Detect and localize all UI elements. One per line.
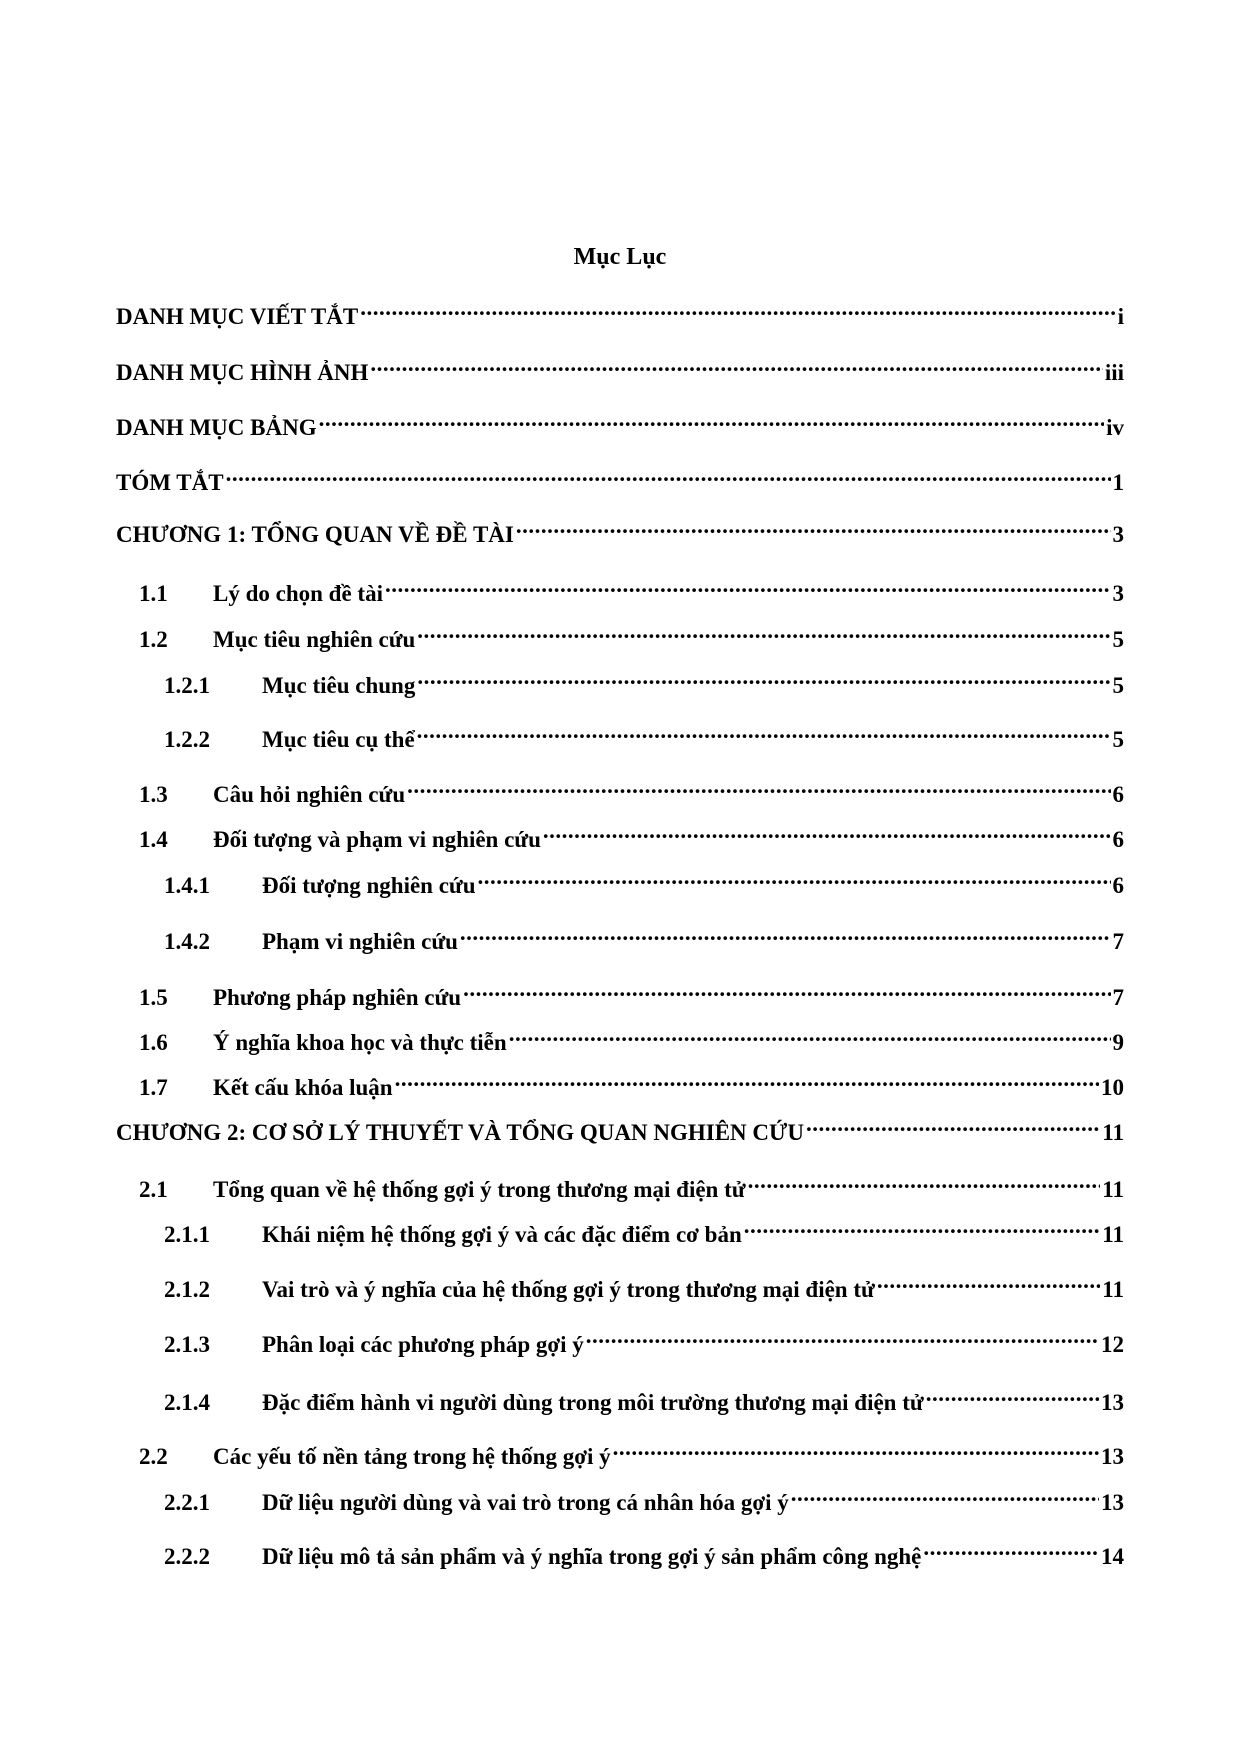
- toc-entry[interactable]: [164, 1480, 1124, 1515]
- toc-entry[interactable]: [116, 1110, 1124, 1145]
- dot-leader: [877, 1267, 1100, 1297]
- toc-entry[interactable]: [164, 1322, 1124, 1357]
- toc-entry[interactable]: [164, 1534, 1124, 1569]
- toc-entry-number: 2.1: [139, 1177, 168, 1202]
- toc-entry-number: 1.2: [139, 627, 168, 652]
- toc-entry[interactable]: [116, 512, 1124, 547]
- dot-leader: [395, 1065, 1099, 1095]
- toc-entry-title: Đối tượng và phạm vi nghiên cứu: [213, 827, 541, 852]
- toc-entry-number: 2.1.1: [164, 1222, 210, 1247]
- dot-leader: [417, 617, 1110, 647]
- toc-entry-title: DANH MỤC BẢNG: [116, 415, 317, 440]
- dot-leader: [744, 1212, 1101, 1242]
- dot-leader: [613, 1434, 1099, 1464]
- toc-entry-title: Dữ liệu mô tả sản phẩm và ý nghĩa trong gợi ý sản phẩm công nghệ: [262, 1544, 922, 1569]
- toc-entry-page: 14: [1101, 1544, 1124, 1569]
- toc-entry-title: Ý nghĩa khoa học và thực tiễn: [213, 1030, 507, 1055]
- toc-entry-page: iv: [1106, 415, 1124, 440]
- toc-entry[interactable]: [116, 294, 1124, 329]
- toc-entry-page: 11: [1102, 1277, 1124, 1302]
- dot-leader: [806, 1110, 1100, 1140]
- toc-entry-page: 6: [1112, 873, 1124, 898]
- toc-entry-title: Phạm vi nghiên cứu: [262, 929, 458, 954]
- dot-leader: [407, 772, 1110, 802]
- toc-entry-title: Đối tượng nghiên cứu: [262, 873, 476, 898]
- dot-leader: [370, 350, 1102, 380]
- toc-entry-number: 1.6: [139, 1030, 168, 1055]
- toc-entry-title: Kết cấu khóa luận: [213, 1075, 393, 1100]
- toc-entry-number: 1.2.1: [164, 673, 210, 698]
- toc-entry-page: 5: [1112, 627, 1124, 652]
- toc-entry-page: 6: [1112, 782, 1124, 807]
- toc-entry-page: 13: [1101, 1490, 1124, 1515]
- toc-entry-number: 2.2: [139, 1444, 168, 1469]
- toc-entry-title: Đặc điểm hành vi người dùng trong môi trường thương mại điện tử: [262, 1390, 924, 1415]
- toc-entry-page: 11: [1102, 1177, 1124, 1202]
- toc-entry-title: Các yếu tố nền tảng trong hệ thống gợi ý: [213, 1444, 611, 1469]
- toc-entry[interactable]: [116, 405, 1124, 440]
- toc-entry-title: Mục tiêu nghiên cứu: [213, 627, 416, 652]
- toc-entry[interactable]: [164, 1212, 1124, 1247]
- toc-entry[interactable]: [164, 1380, 1124, 1415]
- dot-leader: [509, 1020, 1111, 1050]
- dot-leader: [748, 1167, 1101, 1197]
- toc-entry-number: 2.1.4: [164, 1390, 210, 1415]
- toc-entry[interactable]: [164, 663, 1124, 698]
- toc-entry[interactable]: [139, 1434, 1124, 1469]
- toc-entry-number: 1.2.2: [164, 727, 210, 752]
- toc-entry-title: CHƯƠNG 1: TỔNG QUAN VỀ ĐỀ TÀI: [116, 522, 514, 547]
- toc-entry-page: 3: [1112, 522, 1124, 547]
- dot-leader: [586, 1322, 1099, 1352]
- toc-entry-number: 2.2.2: [164, 1544, 210, 1569]
- toc-entry-title: Phân loại các phương pháp gợi ý: [262, 1332, 584, 1357]
- toc-entry[interactable]: [139, 571, 1124, 606]
- toc-entry-page: 12: [1101, 1332, 1124, 1357]
- toc-entry-title: Mục tiêu cụ thể: [262, 727, 415, 752]
- toc-entry-title: Khái niệm hệ thống gợi ý và các đặc điểm cơ bản: [262, 1222, 742, 1247]
- toc-entry-number: 2.2.1: [164, 1490, 210, 1515]
- dot-leader: [791, 1480, 1099, 1510]
- dot-leader: [543, 817, 1111, 847]
- toc-entry-page: 5: [1112, 673, 1124, 698]
- toc-entry-page: iii: [1104, 360, 1124, 385]
- toc-entry[interactable]: [139, 617, 1124, 652]
- toc-entry-title: Câu hỏi nghiên cứu: [213, 782, 406, 807]
- dot-leader: [923, 1534, 1099, 1564]
- toc-entry-page: i: [1117, 304, 1124, 329]
- toc-title: Mục Lục: [573, 244, 667, 270]
- toc-entry-title: DANH MỤC HÌNH ẢNH: [116, 360, 369, 385]
- dot-leader: [463, 975, 1110, 1005]
- dot-leader: [385, 571, 1111, 601]
- toc-entry-page: 3: [1112, 581, 1124, 606]
- toc-entry-page: 7: [1112, 929, 1124, 954]
- toc-entry-number: 1.4.2: [164, 929, 210, 954]
- toc-entry-number: 2.1.3: [164, 1332, 210, 1357]
- toc-entry-page: 9: [1112, 1030, 1124, 1055]
- toc-entry[interactable]: [164, 919, 1124, 954]
- dot-leader: [417, 663, 1110, 693]
- toc-entry-page: 5: [1112, 727, 1124, 752]
- toc-entry-number: 1.4.1: [164, 873, 210, 898]
- dot-leader: [926, 1380, 1099, 1410]
- toc-entry-title: Tổng quan về hệ thống gợi ý trong thương mại điện tử: [213, 1177, 746, 1202]
- toc-entry-number: 1.1: [139, 581, 168, 606]
- dot-leader: [460, 919, 1111, 949]
- dot-leader: [478, 863, 1111, 893]
- dot-leader: [417, 717, 1111, 747]
- toc-entry-page: 7: [1112, 985, 1124, 1010]
- toc-entry-title: Phương pháp nghiên cứu: [213, 985, 462, 1010]
- toc-entry-page: 6: [1112, 827, 1124, 852]
- toc-entry-number: 1.3: [139, 782, 168, 807]
- toc-entry-title: DANH MỤC VIẾT TẮT: [116, 304, 359, 329]
- toc-entry[interactable]: [139, 1065, 1124, 1100]
- toc-entry-number: 2.1.2: [164, 1277, 210, 1302]
- toc-entry[interactable]: [139, 975, 1124, 1010]
- toc-entry-title: TÓM TẮT: [116, 470, 224, 495]
- dot-leader: [226, 460, 1111, 490]
- toc-entry[interactable]: [116, 460, 1124, 495]
- toc-entry-page: 13: [1101, 1390, 1124, 1415]
- toc-entry-title: Mục tiêu chung: [262, 673, 416, 698]
- toc-entry-page: 11: [1102, 1120, 1124, 1145]
- toc-entry-title: Lý do chọn đề tài: [213, 581, 383, 606]
- toc-entry[interactable]: [139, 1167, 1124, 1202]
- toc-entry-title: Vai trò và ý nghĩa của hệ thống gợi ý trong thương mại điện tử: [262, 1277, 875, 1302]
- toc-entry[interactable]: [164, 717, 1124, 752]
- dot-leader: [319, 405, 1105, 435]
- toc-entry[interactable]: [139, 817, 1124, 852]
- toc-entry[interactable]: [164, 863, 1124, 898]
- toc-entry-page: 10: [1101, 1075, 1124, 1100]
- toc-entry-title: CHƯƠNG 2: CƠ SỞ LÝ THUYẾT VÀ TỔNG QUAN NGHIÊN CỨU: [116, 1120, 804, 1145]
- dot-leader: [360, 294, 1115, 324]
- toc-entry-number: 1.7: [139, 1075, 168, 1100]
- toc-entry[interactable]: [139, 1020, 1124, 1055]
- toc-entry-number: 1.4: [139, 827, 168, 852]
- toc-entry[interactable]: [139, 772, 1124, 807]
- toc-entry-page: 1: [1112, 470, 1124, 495]
- toc-entry-page: 13: [1101, 1444, 1124, 1469]
- toc-entry-number: 1.5: [139, 985, 168, 1010]
- toc-entry-title: Dữ liệu người dùng và vai trò trong cá nhân hóa gợi ý: [262, 1490, 789, 1515]
- toc-entry[interactable]: [116, 350, 1124, 385]
- toc-entry-page: 11: [1102, 1222, 1124, 1247]
- dot-leader: [516, 512, 1111, 542]
- toc-entry[interactable]: [164, 1267, 1124, 1302]
